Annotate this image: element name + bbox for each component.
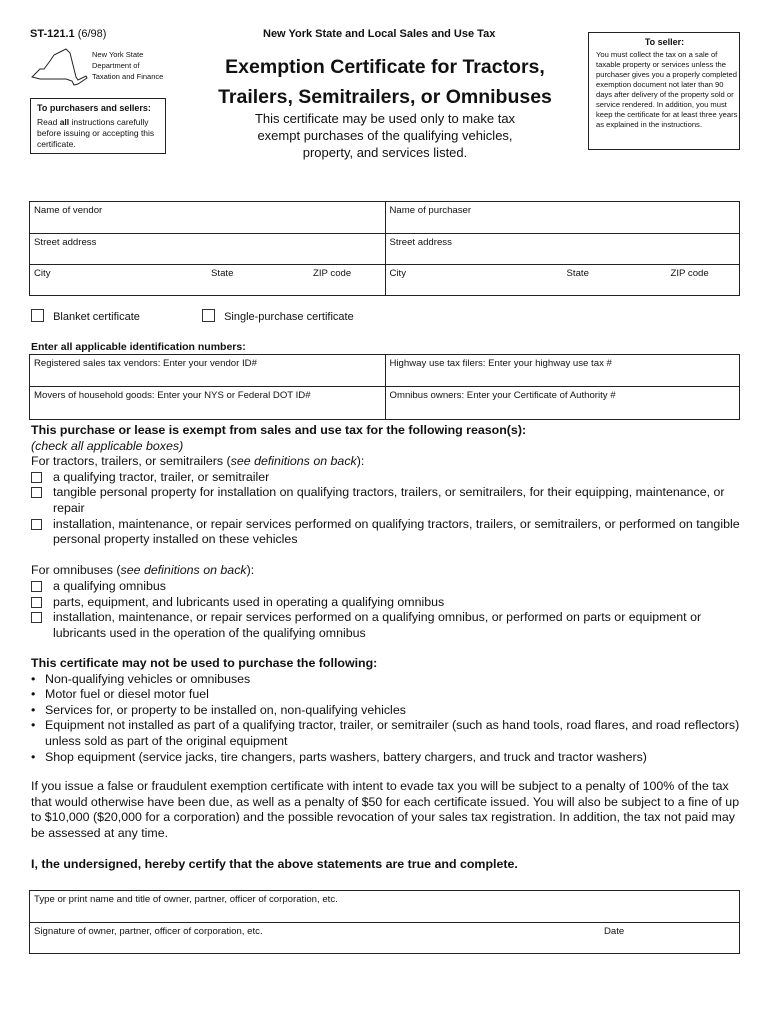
name-title-field[interactable]: Type or print name and title of owner, partner, officer of corporation, etc.: [30, 891, 739, 922]
vendor-city-state-zip-field[interactable]: City State ZIP code: [30, 264, 385, 295]
blanket-certificate-option[interactable]: Blanket certificate: [31, 309, 140, 322]
purchaser-name-field[interactable]: Name of purchaser: [385, 202, 739, 233]
single-purchase-certificate-option[interactable]: Single-purchase certificate: [202, 309, 354, 322]
tax-type-title: New York State and Local Sales and Use Tax: [263, 28, 496, 40]
vendor-street-field[interactable]: Street address: [30, 233, 385, 264]
list-item: • Equipment not installed as part of a qualifying tractor, trailer, or semitrailer (such as hand tools, road flares, and road reflectors) unless sold as part of the original equipment: [31, 718, 740, 748]
page-title: Exemption Certificate for Tractors, Trailers, Semitrailers, or Omnibuses: [218, 56, 552, 108]
purchaser-street-field[interactable]: Street address: [385, 233, 739, 264]
restrictions-section: [31, 656, 743, 765]
form-number: ST-121.1 (6/98): [30, 28, 107, 40]
ids-heading: Enter all applicable identification numbers:: [31, 341, 246, 353]
certificate-of-authority-field[interactable]: Omnibus owners: Enter your Certificate of Authority #: [385, 386, 739, 419]
parties-grid: [29, 201, 740, 296]
signature-field[interactable]: Signature of owner, partner, officer of corporation, etc. Date: [30, 922, 739, 953]
reason-checkbox[interactable]: [31, 472, 42, 483]
list-item: • Services for, or property to be installed on, non-qualifying vehicles: [31, 702, 406, 717]
restrictions-heading: This certificate may not be used to purchase the following:: [31, 656, 378, 670]
list-item: • Motor fuel or diesel motor fuel: [31, 687, 209, 702]
list-item: • Non-qualifying vehicles or omnibuses: [31, 671, 251, 686]
reason-checkbox[interactable]: [31, 597, 42, 608]
reasons-section: [31, 423, 743, 641]
penalty-notice: If you issue a false or fraudulent exemption certificate with intent to evade tax you will be subject to a penalty of 100% of the tax that would otherwise have been due, as well as a penalty of $50 for each certificate issued. You will also be subject to a fine of up to $10,000 ($20,000 for a corporation) and the possible revocation of your sales tax registration. In addition, the tax not paid may be assessed at any time.: [31, 779, 740, 840]
ids-grid: [29, 354, 740, 420]
date-field[interactable]: Date: [604, 925, 625, 937]
reason-option[interactable]: installation, maintenance, or repair services performed on qualifying tractors, trailers, or semitrailers, or performed on tangible personal property installed on these vehicles: [31, 517, 743, 548]
signature-grid: [29, 890, 740, 954]
reason-option[interactable]: tangible personal property for installation on qualifying tractors, trailers, or semitrailers, for their equipping, maintenance, or repair: [31, 485, 743, 516]
reasons-heading: This purchase or lease is exempt from sales and use tax for the following reason(s):: [31, 423, 527, 437]
reason-option[interactable]: a qualifying omnibus: [31, 579, 743, 595]
page-subtitle: This certificate may be used only to make tax exempt purchases of the qualifying vehicles, property, and services listed.: [254, 111, 516, 160]
dot-id-field[interactable]: Movers of household goods: Enter your NYS or Federal DOT ID#: [30, 386, 385, 419]
highway-tax-field[interactable]: Highway use tax filers: Enter your highway use tax #: [385, 355, 739, 386]
reasons-subheading: (check all applicable boxes): [31, 438, 184, 453]
reason-option[interactable]: installation, maintenance, or repair services performed on a qualifying omnibus, or performed on parts or equipment or lubricants used in the operation of the qualifying omnibus: [31, 610, 743, 641]
reason-checkbox[interactable]: [31, 487, 42, 498]
omnibus-intro: For omnibuses (see definitions on back):: [31, 563, 255, 578]
reason-option[interactable]: parts, equipment, and lubricants used in operating a qualifying omnibus: [31, 595, 743, 611]
purchaser-city-state-zip-field[interactable]: City State ZIP code: [385, 264, 739, 295]
certification-statement: I, the undersigned, hereby certify that the above statements are true and complete.: [31, 857, 518, 871]
list-item: • Shop equipment (service jacks, tire changers, parts washers, battery chargers, and truck and tractor washers): [31, 749, 647, 764]
seller-notice-box: To seller: You must collect the tax on a sale of taxable property or services unless the purchaser gives you a properly completed exemption document not later than 90 days after delivery of the property sold or service rendered. In addition, you must keep the certificate for at least three years as explained in the instructions.: [588, 32, 740, 150]
single-purchase-checkbox[interactable]: [202, 309, 215, 322]
tractors-intro: For tractors, trailers, or semitrailers (see definitions on back):: [31, 454, 365, 469]
new-york-state-map-icon: [30, 47, 88, 87]
reason-checkbox[interactable]: [31, 581, 42, 592]
reason-checkbox[interactable]: [31, 612, 42, 623]
vendor-name-field[interactable]: Name of vendor: [30, 202, 385, 233]
reason-option[interactable]: a qualifying tractor, trailer, or semitrailer: [31, 470, 743, 486]
purchasers-notice-box: To purchasers and sellers: Read all instructions carefully before issuing or accepting this certificate.: [30, 98, 166, 154]
vendor-id-field[interactable]: Registered sales tax vendors: Enter your vendor ID#: [30, 355, 385, 386]
agency-name: New York State Department of Taxation and Finance: [92, 50, 164, 81]
reason-checkbox[interactable]: [31, 519, 42, 530]
blanket-checkbox[interactable]: [31, 309, 44, 322]
